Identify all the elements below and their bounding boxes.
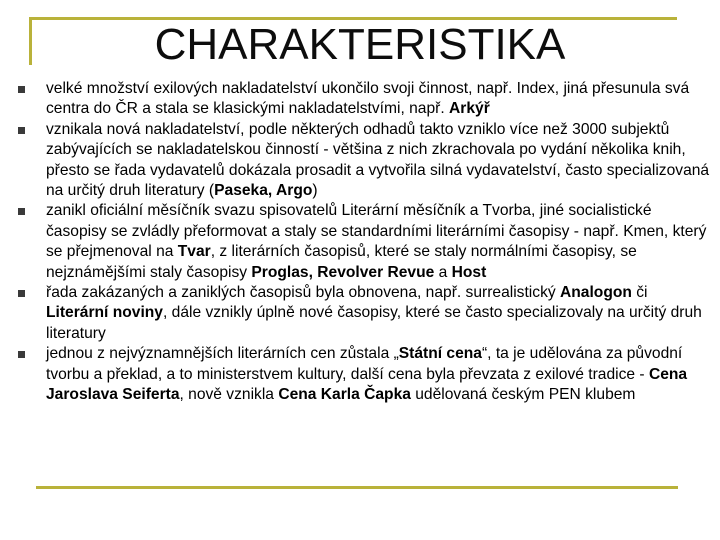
text-segment: , nově vznikla (179, 386, 279, 404)
text-segment: řada zakázaných a zaniklých časopisů byla obnovena, např. surrealistický (46, 284, 560, 302)
text-segment: ) (312, 182, 318, 200)
text-segment: či (631, 284, 648, 302)
square-bullet-icon (18, 86, 25, 93)
text-segment-bold: Cena Jaroslava Seiferta (46, 365, 688, 404)
text-segment: jednou z nejvýznamnějších literárních cen zůstala „ (46, 345, 399, 363)
text-segment-bold: Analogon (560, 284, 632, 302)
bullet-item (18, 283, 714, 344)
text-segment-bold: Proglas, Revolver Revue (251, 263, 435, 281)
square-bullet-icon (18, 351, 25, 358)
text-segment-bold: Tvar (177, 243, 211, 261)
bullet-text (46, 80, 689, 117)
text-segment: , dále vznikly úplně nové časopisy, které se často specializovaly na určitý druh literatury (46, 304, 702, 342)
text-segment-bold: Cena Karla Čapka (278, 386, 411, 404)
text-segment: velké množství exilových nakladatelství ukončilo svoji činnost, např. Index, jiná přesunula svá centra do ČR a stala se klasickými nakladatelstvími, např. (46, 80, 690, 118)
slide-title: CHARAKTERISTIKA (154, 20, 566, 69)
text-segment: , z literárních časopisů, které se staly normálními časopisy, se nejznámějšími staly časopisy (46, 243, 637, 281)
square-bullet-icon (18, 127, 25, 134)
text-segment-bold: Arkýř (449, 100, 490, 118)
square-bullet-icon (18, 290, 25, 297)
bullet-item (18, 79, 714, 120)
text-segment: “, ta je udělována za původní tvorbu a překlad, a to ministerstvem kultury, další cena byla převzata z exilové tradice - (46, 345, 683, 383)
frame-bottom-line (36, 486, 678, 489)
text-segment-bold: Host (451, 263, 487, 281)
text-segment: a (434, 263, 452, 281)
text-segment-bold: Literární noviny (46, 304, 163, 322)
text-segment: udělovaná českým PEN klubem (410, 386, 636, 404)
bullet-item (18, 120, 714, 202)
text-segment: vznikala nová nakladatelství, podle některých odhadů takto vzniklo více než 3000 subjektů zabývajících se nakladatelskou činností - většina z nich zkrachovala po vydání několika knih, přesto se řada vydavatelů dokázala prosadit a vytvořila silná vydavatelství, často specializovaná na určitý druh literatury ( (46, 120, 710, 200)
square-bullet-icon (18, 208, 25, 215)
text-segment-bold: Paseka, Argo (214, 182, 313, 200)
text-segment-bold: Státní cena (398, 345, 482, 363)
text-segment: zanikl oficiální měsíčník svazu spisovatelů Literární měsíčník a Tvorba, jiné socialistické časopisy se zvládly přeformovat a staly se standardními literárními časopisy - např. Kmen, který se přejmenoval na (46, 202, 707, 261)
bullet-text (46, 202, 706, 280)
bullet-text (46, 345, 687, 403)
bullet-text (46, 284, 702, 342)
bullet-item (18, 201, 714, 283)
bullet-item (18, 344, 714, 405)
bullet-list (18, 79, 714, 406)
bullet-text (46, 121, 709, 199)
